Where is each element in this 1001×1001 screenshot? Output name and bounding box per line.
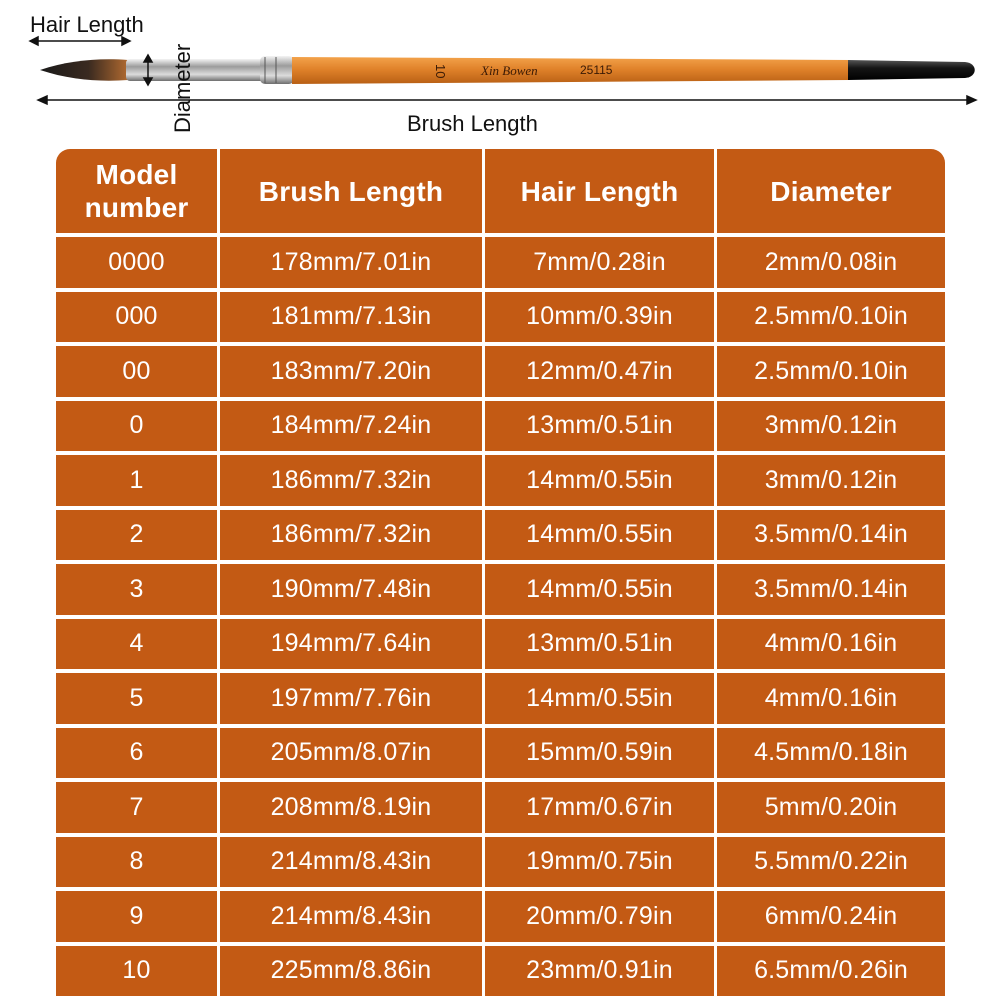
hair-length-cell: 14mm/0.55in: [485, 510, 714, 561]
model-number-cell: 10: [56, 946, 217, 997]
brush-length-cell: 186mm/7.32in: [220, 510, 482, 561]
diameter-cell: 6mm/0.24in: [717, 891, 945, 942]
brush-length-label: Brush Length: [407, 111, 538, 136]
header-model-number: Model number: [56, 149, 217, 233]
model-number-cell: 8: [56, 837, 217, 888]
model-number-cell: 2: [56, 510, 217, 561]
brush-length-cell: 205mm/8.07in: [220, 728, 482, 779]
model-number-cell: 0: [56, 401, 217, 452]
hair-length-cell: 17mm/0.67in: [485, 782, 714, 833]
imprint-model: 25115: [580, 63, 613, 77]
brush-length-cell: 186mm/7.32in: [220, 455, 482, 506]
brush-dimension-diagram: [0, 0, 1001, 140]
imprint-size: 10: [433, 64, 448, 79]
hair-length-cell: 12mm/0.47in: [485, 346, 714, 397]
diameter-cell: 2.5mm/0.10in: [717, 292, 945, 343]
hair-length-cell: 13mm/0.51in: [485, 401, 714, 452]
brush-length-cell: 197mm/7.76in: [220, 673, 482, 724]
brush-length-cell: 208mm/8.19in: [220, 782, 482, 833]
diameter-cell: 5mm/0.20in: [717, 782, 945, 833]
brush-length-cell: 183mm/7.20in: [220, 346, 482, 397]
diameter-cell: 4mm/0.16in: [717, 673, 945, 724]
hair-length-cell: 13mm/0.51in: [485, 619, 714, 670]
hair-length-cell: 20mm/0.79in: [485, 891, 714, 942]
diameter-cell: 3mm/0.12in: [717, 455, 945, 506]
hair-length-cell: 14mm/0.55in: [485, 673, 714, 724]
header-diameter: Diameter: [717, 149, 945, 233]
hair-length-cell: 14mm/0.55in: [485, 564, 714, 615]
hair-length-cell: 10mm/0.39in: [485, 292, 714, 343]
brush-length-cell: 184mm/7.24in: [220, 401, 482, 452]
brush-length-cell: 181mm/7.13in: [220, 292, 482, 343]
brush-length-cell: 178mm/7.01in: [220, 237, 482, 288]
hair-length-cell: 23mm/0.91in: [485, 946, 714, 997]
diameter-cell: 3mm/0.12in: [717, 401, 945, 452]
hair-length-arrow: [30, 37, 130, 45]
model-number-cell: 1: [56, 455, 217, 506]
hair-length-cell: 14mm/0.55in: [485, 455, 714, 506]
hair-length-cell: 19mm/0.75in: [485, 837, 714, 888]
size-table: [56, 149, 945, 994]
brush-length-cell: 190mm/7.48in: [220, 564, 482, 615]
brush-handle-end: [848, 60, 975, 80]
diameter-cell: 4mm/0.16in: [717, 619, 945, 670]
model-number-cell: 00: [56, 346, 217, 397]
model-number-cell: 6: [56, 728, 217, 779]
model-number-cell: 7: [56, 782, 217, 833]
diameter-cell: 3.5mm/0.14in: [717, 510, 945, 561]
brush-length-cell: 225mm/8.86in: [220, 946, 482, 997]
brush-length-cell: 214mm/8.43in: [220, 891, 482, 942]
model-number-cell: 0000: [56, 237, 217, 288]
brush-length-cell: 214mm/8.43in: [220, 837, 482, 888]
hair-length-cell: 15mm/0.59in: [485, 728, 714, 779]
imprint-brand: Xin Bowen: [481, 63, 538, 78]
header-brush-length: Brush Length: [220, 149, 482, 233]
hair-length-cell: 7mm/0.28in: [485, 237, 714, 288]
diameter-cell: 3.5mm/0.14in: [717, 564, 945, 615]
header-hair-length: Hair Length: [485, 149, 714, 233]
diameter-cell: 2.5mm/0.10in: [717, 346, 945, 397]
model-number-cell: 000: [56, 292, 217, 343]
model-number-cell: 3: [56, 564, 217, 615]
diameter-label: Diameter: [170, 43, 195, 133]
diameter-cell: 6.5mm/0.26in: [717, 946, 945, 997]
diameter-cell: 4.5mm/0.18in: [717, 728, 945, 779]
model-number-cell: 4: [56, 619, 217, 670]
diameter-cell: 2mm/0.08in: [717, 237, 945, 288]
diameter-cell: 5.5mm/0.22in: [717, 837, 945, 888]
model-number-cell: 5: [56, 673, 217, 724]
model-number-cell: 9: [56, 891, 217, 942]
brush-handle: [292, 57, 850, 84]
hair-length-label: Hair Length: [30, 12, 144, 37]
brush-hair: [40, 59, 128, 80]
brush-length-cell: 194mm/7.64in: [220, 619, 482, 670]
